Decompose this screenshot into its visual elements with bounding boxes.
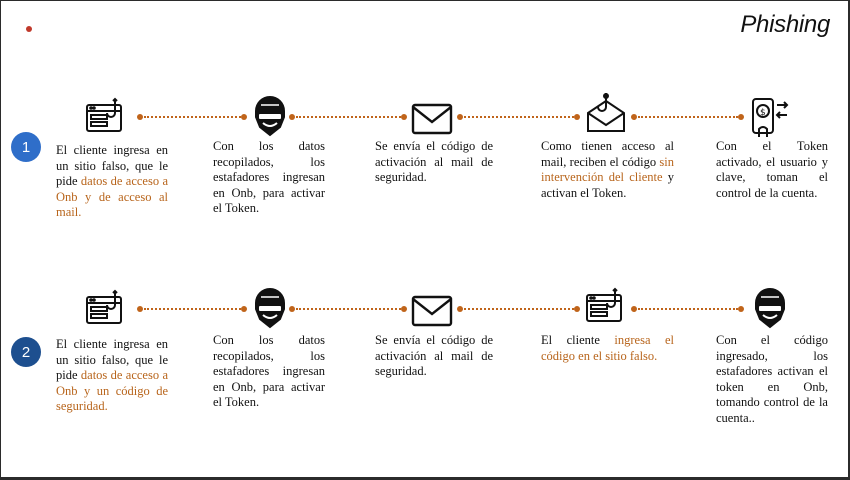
dotted-connector bbox=[144, 308, 241, 310]
dotted-connector bbox=[638, 116, 738, 118]
phishing-computer-icon bbox=[83, 287, 129, 333]
connector-dot bbox=[401, 306, 407, 312]
red-dot-marker bbox=[26, 26, 32, 32]
connector-dot bbox=[137, 306, 143, 312]
step-description: Se envía el código de activación al mail de seguridad. bbox=[375, 139, 493, 184]
step-description: Con el código ingresado, los estafadores activan el token en Onb, tomando control de la cuenta.. bbox=[716, 333, 828, 425]
connector-dot bbox=[457, 306, 463, 312]
hacker-icon bbox=[247, 93, 293, 139]
connector-dot bbox=[738, 114, 744, 120]
svg-text:$: $ bbox=[760, 108, 766, 118]
dotted-connector bbox=[144, 116, 241, 118]
dotted-connector bbox=[464, 308, 574, 310]
slide-title: Phishing bbox=[740, 11, 830, 38]
hacker-icon bbox=[247, 285, 293, 331]
mobile-transfer-icon bbox=[747, 95, 793, 141]
phishing-computer-icon bbox=[83, 95, 129, 141]
phishing-computer-icon bbox=[583, 285, 629, 331]
step-description: El cliente ingresa en un sitio falso, que le pide datos de acceso a Onb y de acceso al mail. bbox=[56, 143, 168, 219]
step-description: El cliente ingresa el código en el sitio falso. bbox=[541, 333, 674, 363]
connector-dot bbox=[401, 114, 407, 120]
step-description: El cliente ingresa en un sitio falso, que le pide datos de acceso a Onb y un código de seguridad. bbox=[56, 337, 168, 413]
dotted-connector bbox=[296, 116, 401, 118]
slide bbox=[1, 1, 848, 477]
dotted-connector bbox=[464, 116, 574, 118]
step-description: Como tienen acceso al mail, reciben el código sin intervención del cliente y activan el Token. bbox=[541, 139, 675, 200]
connector-dot bbox=[289, 114, 295, 120]
step-description: Se envía el código de activación al mail de seguridad. bbox=[375, 333, 493, 378]
dotted-connector bbox=[296, 308, 401, 310]
step-description: Con los datos recopilados, los estafadores ingresan en Onb, para activar el Token. bbox=[213, 333, 325, 409]
step-number-badge: 2 bbox=[11, 337, 41, 367]
connector-dot bbox=[631, 306, 637, 312]
connector-dot bbox=[631, 114, 637, 120]
dotted-connector bbox=[638, 308, 738, 310]
envelope-icon bbox=[409, 289, 455, 335]
connector-dot bbox=[574, 306, 580, 312]
hacker-icon bbox=[747, 285, 793, 331]
connector-dot bbox=[738, 306, 744, 312]
connector-dot bbox=[574, 114, 580, 120]
envelope-icon bbox=[409, 97, 455, 143]
connector-dot bbox=[457, 114, 463, 120]
email-hook-icon bbox=[583, 91, 629, 137]
step-number-badge: 1 bbox=[11, 132, 41, 162]
connector-dot bbox=[137, 114, 143, 120]
step-description: Con el Token activado, el usuario y clave, toman el control de la cuenta. bbox=[716, 139, 828, 200]
step-description: Con los datos recopilados, los estafadores ingresan en Onb, para activar el Token. bbox=[213, 139, 325, 215]
connector-dot bbox=[289, 306, 295, 312]
